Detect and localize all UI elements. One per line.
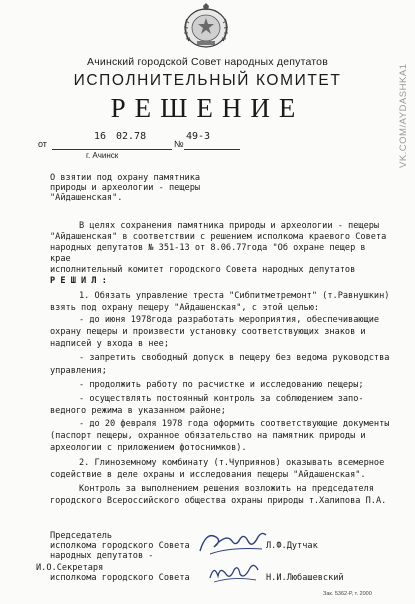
body-line: Контроль за выполнением решения возложить на председателя — [79, 484, 374, 494]
chair-title-line: народных депутатов - — [50, 551, 154, 561]
body-line: охрану пещеры и произвести установку соответствующих знаков и — [50, 327, 366, 337]
secretary-signature-icon — [206, 558, 262, 586]
city-label: г. Ачинск — [86, 151, 119, 160]
print-order-footer: Зак. 5362-Р, т. 2000 — [323, 591, 372, 597]
body-line: надписей у входа в нее; — [50, 339, 169, 349]
body-line: 1. Обязать управление треста "Сибпитметремонт" (т.Равнушкин) — [79, 291, 390, 301]
secretary-title-line: исполкома городского Совета — [50, 573, 190, 583]
body-line: - до 20 февраля 1978 года оформить соответствующие документы — [79, 419, 390, 429]
chair-title-line: исполкома городского Совета — [50, 541, 190, 551]
body-line: археологии с приложением фотоснимков). — [50, 443, 247, 453]
body-line: взять под охрану пещеру "Айдашенская", с этой целью: — [50, 303, 320, 313]
number-label: № — [174, 139, 184, 149]
body-line: - до июня 1978года разработать мероприятия, обеспечивающие — [79, 315, 380, 325]
secretary-title-line: И.О.Секретаря — [36, 563, 104, 573]
body-line: (паспорт пещеры, охранное обязательство на памятник природы и — [50, 431, 366, 441]
side-watermark-text: VK.COM/AYDASHKA1 — [398, 63, 409, 168]
subject-line: О взятии под охрану памятника — [50, 173, 201, 183]
body-line: 2. Глиноземному комбинату (т.Чуприянов) оказывать всемерное — [79, 458, 385, 468]
body-line: ведного режима в указанном районе; — [50, 406, 226, 416]
body-line: - запретить свободный допуск в пещеру без ведома руководства — [79, 353, 390, 363]
body-line: управления; — [50, 366, 107, 376]
body-line: крае — [50, 254, 71, 264]
body-line: В целях сохранения памятника природы и археологии - пещеры — [79, 221, 380, 231]
chair-title-line: Председатель — [50, 531, 113, 541]
date-underline — [52, 149, 172, 150]
body-line: "Айдашенская" в соответствии с решением исполкома краевого Совета — [50, 232, 387, 242]
date-month-year: 02.78 — [116, 131, 147, 142]
resolved-heading: Р Е Ш И Л : — [50, 276, 107, 286]
chair-signature-icon — [196, 527, 270, 559]
subject-line: "Айдашенская". — [50, 193, 123, 203]
chair-name: Л.Ф.Дутчак — [266, 541, 318, 551]
body-line: содействие в деле охраны и исследования пещеры "Айдашенская". — [50, 470, 366, 480]
document-type-title: РЕШЕНИЕ — [110, 93, 305, 123]
executive-committee-title: ИСПОЛНИТЕЛЬНЫЙ КОМИТЕТ — [73, 72, 342, 89]
body-line: - осуществлять постоянный контроль за соблюдением запо- — [79, 394, 364, 404]
body-line: - продолжить работу по расчистке и исследованию пещеры; — [79, 380, 364, 390]
body-line: исполнительный комитет городского Совета народных депутатов — [50, 265, 356, 275]
body-line: городского Всероссийского общества охраны природы т.Халипова П.А. — [50, 496, 387, 506]
secretary-name: Н.И.Любашевский — [266, 573, 344, 583]
date-day: 16 — [94, 131, 107, 142]
subject-line: природы и археологии - пещеры — [50, 183, 201, 193]
from-label: от — [38, 139, 47, 149]
body-line: народных депутатов № 351-13 от 8.06.77года "Об охране пещер в — [50, 243, 366, 253]
council-name: Ачинский городской Совет народных депутатов — [87, 56, 328, 68]
number-underline — [184, 149, 240, 150]
decision-number: 49-3 — [186, 131, 211, 142]
state-emblem-icon — [177, 3, 235, 51]
